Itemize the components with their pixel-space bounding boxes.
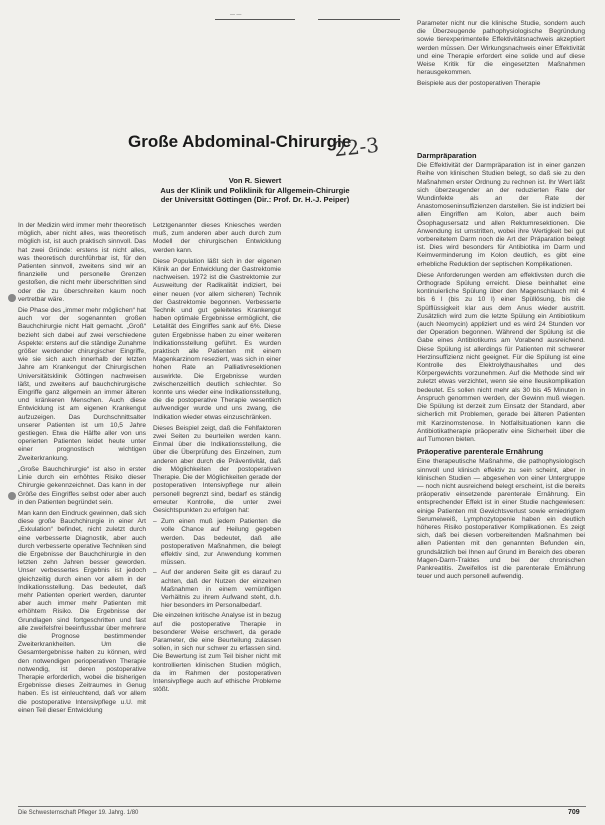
mid-para: Diese Population läßt sich in der eigenen Klinik an der Entwicklung der Gastrektomie nachweisen. 1972 ist die Gastrektomie zur Ausweitung der Radikalität indiziert, bei einer neuen (vor allem sicheren) Technik der Gastrektomie begonnen. Verbesserte Technik und gut geleitetes Krankengut haben optimale Ergebnisse ermöglicht, die Letalität des Eingriffes sank auf 6%. Diese guten Ergebnisse haben zu einer weiteren Indikationsstellung geführt. Es wurden praktisch alle Patienten mit einem Magenkarzinom reseziert, was sich in einer hohen Rate an Palliativresektionen auswirkte. Die Ergebnisse wurden zwischenzeitlich deutlich schlechter. So konnte uns wieder eine Indikationsstellung, die die postoperative Therapie wesentlich aufwendiger wurde und uns zwang, die Indikation wieder etwas einzuschränken. [153,257,281,421]
page-number: 709 [568,809,580,816]
left-column [18,222,146,812]
right-para: Eine therapeutische Maßnahme, die pathophysiologisch sinnvoll und klinisch effektiv zu sein scheint, aber in klinischen Studien — abgesehen von einer Untergruppe — noch nicht ausreichend belegt erscheint, ist die bereits präoperativ einsetzende parenterale Ernährung. Ein entsprechender Effekt ist in einer Studie nachgewiesen: einige Patienten mit Gewichtsverlust sowie erniedrigtem Serumeiweiß, Lymphozytopenie haben ein deutlich höheres Risiko postoperativer Komplikationen. Es zeigt sich, daß bei diesen vorbereitenden Maßnahmen bei allen Patienten mit den genannten Befunden ein, grundsätzlich bei Ihnen auf Grund im Bereich des oberen Magen-Darm-Traktes und bei der chronischen Pankreatitis. Zweifellos ist die parenterale Ernährung teuer und auch personell aufwendig. [417,458,585,581]
affiliation-line-1: Aus der Klinik und Poliklinik für Allgemein-Chirurgie [160,185,350,195]
subhead-darmpraeparation: Darmpräparation [417,151,477,160]
left-para: In der Medizin wird immer mehr theoretisch möglich, aber nicht alles, was theoretisch möglich ist, ist auch praktisch sinnvoll. Das hat zwei Gründe: erstens ist nicht alles, was theoretisch durchführbar ist, für den Patienten sinnvoll, zweitens sind wir an finanzielle und personelle Grenzen gestoßen, die nicht mehr überschritten sind oder die zu überschreiten kaum noch vertretbar wäre. [18,222,146,303]
header-rule-right [318,19,400,20]
affiliation-line-2: der Universität Göttingen (Dir.: Prof. Dr. H.-J. Peiper) [160,195,350,204]
mid-list [153,518,281,610]
middle-column [153,222,281,812]
header-rule-left [215,19,295,20]
right-para: Die Effektivität der Darmpräparation ist in einer ganzen Reihe von klinischen Studien belegt, so daß sie zu den Maßnahmen erster Ordnung zu rechnen ist. Ihr Wert läßt sich überzeugender an der reduzierten Rate der Wundinfekte als an der Rate der Anastomoseninsuffizienzen darstellen. Sie ist indiziert bei allen Eingriffen am Kolon, aber auch beim Ösophagusersatz und allen Rektumresektionen. Die Anwendung ist umstritten, wobei ihre Wertigkeit bei gut vorbereitetem Darm noch die Art der Präparation belegt ist. Dies wird besonders für Antibiotika im Darm und Keimverminderung im Kolon deutlich, es gibt eine erhebliche Reduktion der septischen Komplikationen. [417,162,585,268]
mid-list-item: – Auf der anderen Seite gilt es darauf zu achten, daß der Nutzen der einzelnen Maßnahmen in einem vernünftigen Verhältnis zu ihrem Aufwand steht, d.h. hier besonders im Personalbedarf. [161,569,281,610]
mid-list-item: – Zum einen muß jedem Patienten die volle Chance auf Heilung gegeben werden. Das bedeutet, daß alle postoperativen Maßnahmen, die belegt effektiv sind, zur Anwendung kommen müssen. [161,518,281,567]
mid-para-tail: Die einzelnen kritische Analyse ist in bezug auf die postoperative Therapie in besonderer Weise erschwert, da gerade Parameter, die eine Beurteilung zulassen sollen, in sich nur schwer zu erfassen sind. Die Bewertung ist zum Teil bisher nicht mit kontrollierten klinischen Studien möglich, da im Rahmen der postoperativen Intensivpflege auch auf ethische Probleme stößt. [153,612,281,694]
punch-hole-top [8,294,16,302]
handwritten-note: 22-3 [332,132,381,162]
footer-rule [18,806,586,807]
right-para: Diese Anforderungen werden am effektivsten durch die Orthograde Spülung erreicht. Diese beinhaltet eine kontinuierliche Spülung über den Magenschlauch mit 4 bis 6 l (bis zu 10 l) einer Spüllösung, bis die Spülflüssigkeit klar aus dem Anus wieder austritt. Zusätzlich wird zum die letzte Spülung ein Antibiotikum (auch Neomycin) appliziert und es wird 24 Stunden vor der Operation begonnen. Während der Spülung ist die Gabe eines Antibiotikums am Vorabend ausreichend. Diese Spülung ist allerdings für Patienten mit schwerer Herzinsuffizienz nicht geeignet. Für die Spülung ist eine Kontrolle des Elektrolythaushaltes und des Körpergewichts vorzunehmen. Auf die Methode sind wir zuletzt etwas verzichtet, wenn sie eine Ileuskomplikation bedeutet. Es sollen nicht mehr als 30 bis 45 Minuten in Anspruch genommen werden, der Gewinn muß wiegen. Die Spülung ist derzeit zum Einsatz der Standard, aber sicherlich mit Problemen, gerade bei älteren Patienten mit Karzinomstenose. In Notfallsituationen kann die Antibiotikatherapie präoperativ eine Sicherheit über die auf Tumoren bieten. [417,271,585,443]
left-para: Man kann den Eindruck gewinnen, daß sich diese große Bauchchirurgie in einer Art „Exkulation“ befindet, nicht zuletzt durch eine verbesserte Diagnostik, aber auch durch verbesserte operative Techniken sind die Ergebnisse der Bauchchirurgie in den letzten zehn Jahren besser geworden. Unser verbessertes Ergebnis ist jedoch gleichzeitig durch einen vor allem in der Indikationsstellung. Das bedeutet, daß mehr Patienten operiert werden, darunter aber auch immer mehr Patienten mit erhöhtem Risiko. Die Ergebnisse der Grundlagen sind fortgeschritten und fast alle zweifelsfrei beeinflussbar über mehrere die Prognose bestimmender Zweiterkrankheiten. Um die Gesamtergebnisse halten zu können, wird den notwendigen perioperativen Therapie notwendig, ist deren postoperative Therapie erforderlich, wobei die bisherigen Ergebnisse dieses Zeitraumes in Genug haben. Es ist einleuchtend, daß vor allem die postoperative Intensivpflege u.U. mit einen Teil dieser Entwicklung [18,509,146,714]
author-block [100,176,410,205]
author-name: Von R. Siewert [228,176,282,185]
footer-journal: Die Schwesternschaft Pfleger 19. Jahrg. 1/80 [18,810,139,816]
punch-hole-bottom [8,492,16,500]
subhead-parenterale-ernaehrung: Präoperative parenterale Ernährung [417,447,544,457]
right-top-column [417,20,585,92]
right-top-para: Beispiele aus der postoperativen Therapie [417,80,541,88]
header-small-text: — — [230,12,242,18]
mid-para: Dieses Beispiel zeigt, daß die Fehlfaktoren zwei Seiten zu beurteilen werden kann. Einmal über die Indikationsstellung, die über die Überprüfung des Einzelnen, zum anderen aber durch die Präventivität, daß die Möglichkeiten der postoperativen Therapie. Die der Möglichkeiten gerade der postoperativen Intensivpflege nur allein personell begrenzt sind, bedarf es ständig erneuter Kontrolle, die unter zwei Gesichtspunkten zu erfolgen hat: [153,424,281,514]
right-column [417,148,585,813]
left-para: Die Phase des „immer mehr möglichen“ hat auch vor der sogenannten großen Bauchchirurgie nicht Halt gemacht. „Groß“ bezieht sich dabei auf zwei verschiedene Aspekte: erstens auf die ständige Zunahme größer werdender chirurgischer Eingriffe, wie sie sich auch innerhalb der letzten Jahre am Krankengut der Chirurgischen Universitätsklinik Göttingen nachweisen läßt, und zweitens auf bauchchirurgische Eingriffe ganz allgemein an immer älteren und kränkeren Menschen. Auch diese Entwicklung ist am eigenen Krankengut aufzuzeigen. Das Durchschnittsalter unserer Patienten ist um 10,5 Jahre gestiegen. Etwa die Hälfte aller von uns operierten Patienten leidet heute unter einer prognostisch wichtigen Zweiterkrankung. [18,307,146,462]
right-top-para: Parameter nicht nur die klinische Studie, sondern auch die Überzeugende pathophysiologische Begründung sowie tierexperimentelle Effektivitätsnachweis akzeptiert werden müssen. Der Wirkungsnachweis einer Effektivität und eine Therapie erfordert eine solide und auf diese Weise Kritik für die eingesetzten Maßnahmen herausgekommen. [417,20,585,77]
page-title: Große Abdominal-Chirurgie [128,132,352,151]
mid-para: Letztgenannter dieses Kniesches werden muß, zum anderen aber auch durch zum Modell der chirurgischen Entwicklung werden kann. [153,222,281,254]
left-para: „Große Bauchchirurgie“ ist also in erster Linie durch ein erhöhtes Risiko dieser Chirurgie gekennzeichnet. Das kann in der Größe des Eingriffes selbst oder aber auch in den Patienten begründet sein. [18,465,146,506]
